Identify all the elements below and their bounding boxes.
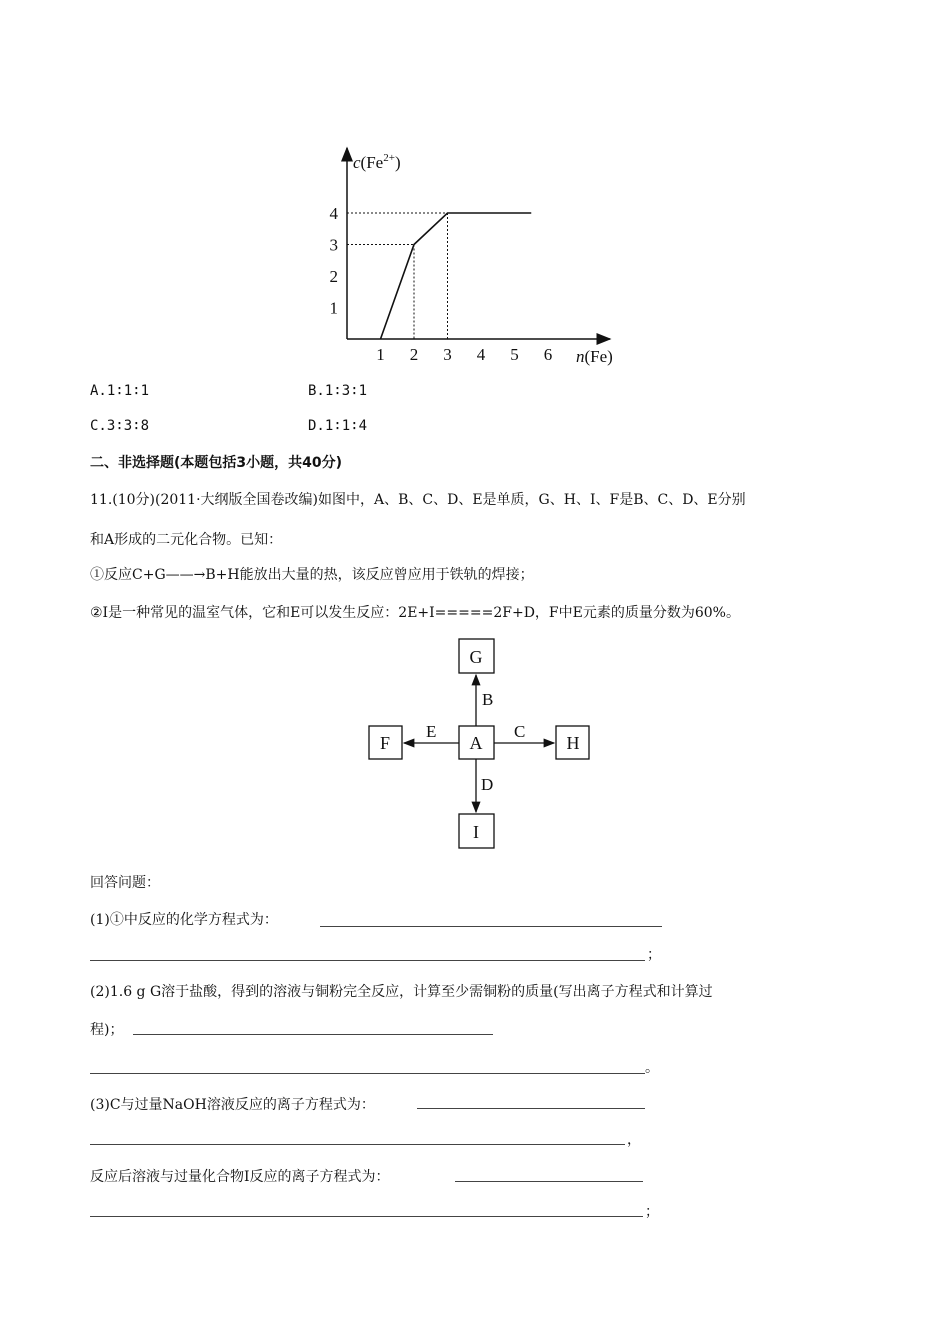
- q3b-blank-1[interactable]: [455, 1181, 643, 1182]
- series-line: [381, 213, 532, 339]
- label-c: C: [514, 722, 526, 741]
- label-d: D: [481, 775, 494, 794]
- section-title: 二、非选择题(本题包括3小题，共40分): [90, 455, 343, 471]
- q3-text: (3)C与过量NaOH溶液反应的离子方程式为：: [90, 1097, 375, 1113]
- q1-blank-2[interactable]: [90, 960, 645, 961]
- y-tick-label-2: 2: [329, 267, 338, 286]
- x-tick-label-4: 4: [476, 345, 486, 364]
- q2-line-1: (2)1.6 g G溶于盐酸，得到的溶液与铜粉完全反应，计算至少需铜粉的质量(写出离子方程式和计算过: [90, 984, 713, 1000]
- q3-blank-2[interactable]: [90, 1144, 625, 1145]
- x-tick-label-6: 6: [543, 345, 553, 364]
- option-c[interactable]: C.3∶3∶8: [90, 418, 150, 434]
- q3b-semicolon: ；: [645, 1204, 659, 1220]
- node-i: I: [473, 822, 479, 842]
- q1-blank-1[interactable]: [320, 926, 662, 927]
- reaction-diagram: [360, 635, 600, 855]
- question-line-2: 和A形成的二元化合物。已知：: [90, 532, 283, 548]
- node-g: G: [469, 647, 483, 667]
- label-b: B: [482, 690, 494, 709]
- x-tick-label-5: 5: [510, 345, 519, 364]
- q3b-text: 反应后溶液与过量化合物I反应的离子方程式为：: [90, 1169, 390, 1185]
- x-tick-label-1: 1: [376, 345, 385, 364]
- node-f: F: [379, 733, 391, 753]
- q2-period: 。: [645, 1060, 659, 1076]
- q3b-blank-2[interactable]: [90, 1216, 643, 1217]
- option-a[interactable]: A.1∶1∶1: [90, 383, 150, 399]
- x-tick-label-3: 3: [443, 345, 452, 364]
- q3-blank-1[interactable]: [417, 1108, 645, 1109]
- q1-text: (1)①中反应的化学方程式为：: [90, 912, 278, 928]
- y-tick-label-3: 3: [329, 235, 338, 255]
- node-a: A: [469, 733, 483, 753]
- option-d[interactable]: D.1∶1∶4: [308, 418, 368, 434]
- q1-semicolon: ；: [647, 947, 661, 963]
- q3-comma: ，: [627, 1132, 641, 1148]
- y-axis-label: $c(Fe^{2+})$: [353, 152, 401, 172]
- option-b[interactable]: B.1∶3∶1: [308, 383, 368, 399]
- label-e: E: [426, 722, 437, 741]
- x-axis-label: n(Fe): [576, 347, 613, 366]
- q2-blank-1[interactable]: [133, 1034, 493, 1035]
- condition-1: ①反应C+G——→B+H能放出大量的热，该反应曾应用于铁轨的焊接；: [90, 567, 534, 583]
- answer-intro: 回答问题：: [90, 875, 160, 891]
- condition-2: ②I是一种常见的温室气体，它和E可以发生反应：2E+I=====2F+D，F中E元素的质量分数为60%。: [90, 605, 740, 621]
- node-h: H: [566, 733, 580, 753]
- fe2-concentration-chart: [300, 140, 640, 380]
- y-axis-label-sup: 2+: [383, 152, 395, 164]
- q2-blank-2[interactable]: [90, 1073, 645, 1074]
- y-tick-label-1: 1: [329, 298, 338, 318]
- x-tick-label-2: 2: [409, 345, 419, 364]
- question-line-1: 11.(10分)(2011·大纲版全国卷改编)如图中，A、B、C、D、E是单质，G、H、I、F是B、C、D、E分别: [90, 492, 746, 508]
- y-tick-label-4: 4: [329, 204, 338, 223]
- q2-line-2: 程)；: [90, 1022, 124, 1038]
